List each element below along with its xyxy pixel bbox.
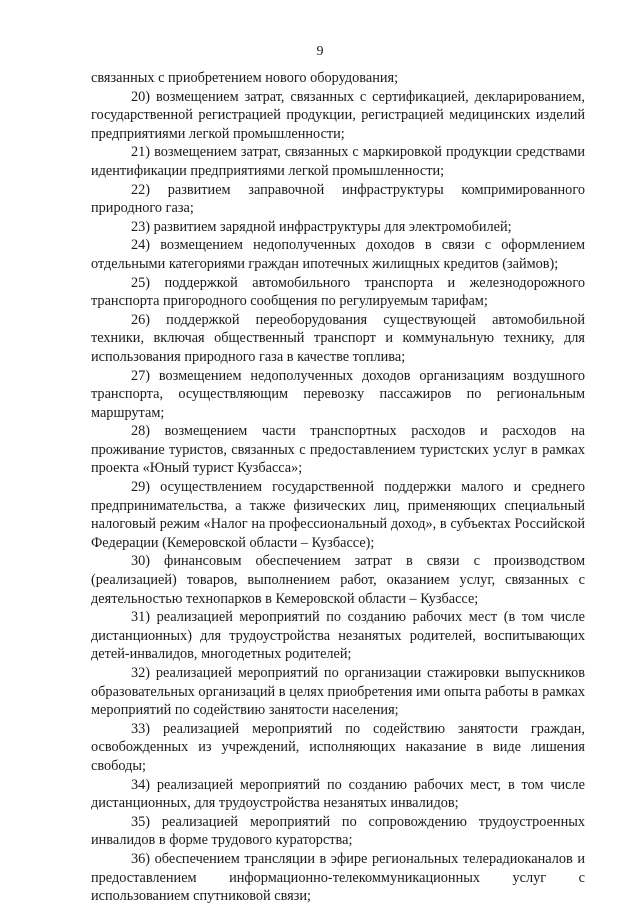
page-number: 9 xyxy=(316,44,324,59)
list-item-31: 31) реализацией мероприятий по созданию рабочих мест (в том числе дистанционных) для трудоустройства незанятых родителей, воспитывающих детей-инвалидов, многодетных родителей; xyxy=(91,609,585,663)
list-item-27: 27) возмещением недополученных доходов организациям воздушного транспорта, осуществляющим перевозку пассажиров по региональным маршрутам; xyxy=(91,367,585,421)
list-item-22: 22) развитием заправочной инфраструктуры компримированного природного газа; xyxy=(91,181,585,217)
list-item-21: 21) возмещением затрат, связанных с маркировкой продукции средствами идентификации предприятиями легкой промышленности; xyxy=(91,144,585,179)
list-item-24: 24) возмещением недополученных доходов в связи с оформлением отдельными категориями граждан ипотечных жилищных кредитов (займов); xyxy=(91,237,585,272)
list-item-29: 29) осуществлением государственной поддержки малого и среднего предпринимательства, а также физических лиц, применяющих специальный налоговый режим «Налог на профессиональный доход», в субъектах Российской Федерации (Кемеровской области – Кузбассе); xyxy=(91,479,585,551)
list-item-25: 25) поддержкой автомобильного транспорта и железнодорожного транспорта пригородного сообщения по регулируемым тарифам; xyxy=(91,274,585,310)
list-item-32: 32) реализацией мероприятий по организации стажировки выпускников образовательных организаций в целях приобретения ими опыта работы в рамках мероприятий по содействию занятости населения; xyxy=(91,665,585,719)
list-item-33: 33) реализацией мероприятий по содействию занятости граждан, освобожденных из учреждений, исполняющих наказание в виде лишения свободы; xyxy=(91,720,585,774)
paragraph-continuation: связанных с приобретением нового оборудования; xyxy=(91,70,399,86)
list-item-23: 23) развитием зарядной инфраструктуры для электромобилей; xyxy=(131,218,512,235)
list-item-20: 20) возмещением затрат, связанных с сертификацией, декларированием, государственной регистрацией продукции, регистрацией медицинских изделий предприятиями легкой промышленности; xyxy=(91,88,585,142)
list-item-34: 34) реализацией мероприятий по созданию рабочих мест, в том числе дистанционных, для трудоустройства незанятых инвалидов; xyxy=(91,776,585,812)
document-body xyxy=(91,69,585,906)
list-item-30: 30) финансовым обеспечением затрат в связи с производством (реализацией) товаров, выполнением работ, оказанием услуг, связанных с деятельностью технопарков в Кемеровской области – Кузбассе; xyxy=(91,553,585,607)
list-item-36: 36) обеспечением трансляции в эфире региональных телерадиоканалов и предоставлением информационно-телекоммуникационных услуг с использованием спутниковой связи; xyxy=(91,850,585,905)
list-item-26: 26) поддержкой переоборудования существующей автомобильной техники, включая общественный транспорт и коммунальную технику, для использования природного газа в качестве топлива; xyxy=(91,311,585,365)
list-item-35: 35) реализацией мероприятий по сопровождению трудоустроенных инвалидов в форме трудового кураторства; xyxy=(91,813,585,849)
list-item-28: 28) возмещением части транспортных расходов и расходов на проживание туристов, связанных с предоставлением туристских услуг в рамках проекта «Юный турист Кузбасса»; xyxy=(91,423,585,477)
